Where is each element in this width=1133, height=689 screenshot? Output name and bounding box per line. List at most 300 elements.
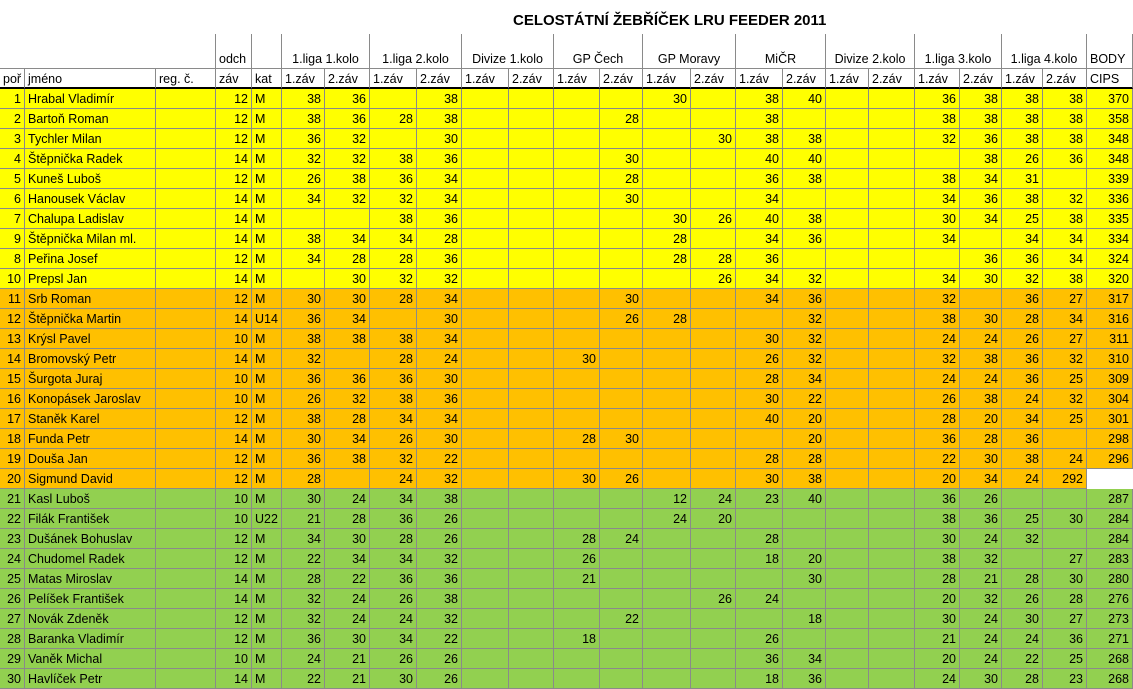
table-cell: M xyxy=(252,149,282,169)
table-cell: 24 xyxy=(282,649,325,669)
table-cell: M xyxy=(252,529,282,549)
header-col-12: 2.záv xyxy=(600,69,643,89)
points-cell: 334 xyxy=(1087,229,1133,249)
table-cell xyxy=(643,609,691,629)
table-cell: 10 xyxy=(216,369,252,389)
table-cell xyxy=(462,429,509,449)
table-cell: 28 xyxy=(370,289,417,309)
table-cell xyxy=(826,469,869,489)
points-cell: 287 xyxy=(1087,489,1133,509)
table-cell: 26 xyxy=(417,649,462,669)
table-cell xyxy=(156,469,216,489)
table-cell: 24 xyxy=(915,329,960,349)
table-cell xyxy=(462,129,509,149)
name-cell: Konopásek Jaroslav xyxy=(25,389,156,409)
table-cell: 27 xyxy=(1043,549,1087,569)
table-cell: 34 xyxy=(1043,249,1087,269)
table-cell xyxy=(462,389,509,409)
table-cell xyxy=(156,349,216,369)
table-cell: 32 xyxy=(370,189,417,209)
table-cell: 26 xyxy=(0,589,25,609)
table-cell: 32 xyxy=(960,549,1002,569)
table-cell: 32 xyxy=(1043,389,1087,409)
table-cell: 14 xyxy=(216,189,252,209)
table-cell xyxy=(960,289,1002,309)
table-cell: 30 xyxy=(600,429,643,449)
table-cell: 24 xyxy=(370,609,417,629)
table-cell xyxy=(643,189,691,209)
table-cell: M xyxy=(252,329,282,349)
table-cell: 36 xyxy=(960,189,1002,209)
table-cell xyxy=(554,269,600,289)
header-col-15: 1.záv xyxy=(736,69,783,89)
table-cell: 38 xyxy=(417,89,462,109)
table-cell xyxy=(643,269,691,289)
table-cell xyxy=(826,169,869,189)
table-cell xyxy=(554,229,600,249)
table-cell: 34 xyxy=(915,229,960,249)
table-cell xyxy=(826,89,869,109)
table-cell xyxy=(156,669,216,689)
table-cell xyxy=(1002,549,1043,569)
table-cell xyxy=(156,189,216,209)
table-cell xyxy=(509,309,554,329)
table-cell xyxy=(826,589,869,609)
table-cell: 38 xyxy=(325,329,370,349)
table-cell: 24 xyxy=(960,329,1002,349)
table-cell: 20 xyxy=(0,469,25,489)
table-cell xyxy=(156,509,216,529)
table-cell: 38 xyxy=(915,169,960,189)
table-cell: 38 xyxy=(370,329,417,349)
table-cell: 28 xyxy=(325,249,370,269)
table-cell: 38 xyxy=(1043,269,1087,289)
table-cell: 34 xyxy=(736,189,783,209)
table-cell xyxy=(462,149,509,169)
table-cell xyxy=(869,229,915,249)
name-cell: Baranka Vladimír xyxy=(25,629,156,649)
points-cell: 271 xyxy=(1087,629,1133,649)
table-cell: 9 xyxy=(0,229,25,249)
name-cell: Funda Petr xyxy=(25,429,156,449)
name-cell: Štěpnička Radek xyxy=(25,149,156,169)
table-cell: M xyxy=(252,429,282,449)
table-cell xyxy=(826,529,869,549)
table-cell: 40 xyxy=(783,489,826,509)
table-cell xyxy=(509,449,554,469)
table-cell xyxy=(1002,489,1043,509)
table-cell: 30 xyxy=(960,309,1002,329)
table-cell: 28 xyxy=(417,229,462,249)
table-cell: 26 xyxy=(282,169,325,189)
table-cell xyxy=(554,409,600,429)
points-cell: 336 xyxy=(1087,189,1133,209)
name-cell: Havlíček Petr xyxy=(25,669,156,689)
table-cell xyxy=(156,229,216,249)
header-group-10: 1.liga 4.kolo xyxy=(1002,34,1087,69)
table-cell xyxy=(600,229,643,249)
table-cell xyxy=(915,249,960,269)
table-cell: 34 xyxy=(282,189,325,209)
table-cell: 10 xyxy=(216,509,252,529)
table-cell: 34 xyxy=(1043,229,1087,249)
table-cell xyxy=(869,589,915,609)
table-cell: 32 xyxy=(1043,349,1087,369)
table-cell xyxy=(869,329,915,349)
points-cell: 348 xyxy=(1087,129,1133,149)
table-cell: M xyxy=(252,449,282,469)
table-cell xyxy=(600,509,643,529)
table-cell: 22 xyxy=(783,389,826,409)
table-cell xyxy=(156,629,216,649)
table-cell: U22 xyxy=(252,509,282,529)
table-cell xyxy=(643,549,691,569)
table-cell: 34 xyxy=(282,529,325,549)
table-cell: 18 xyxy=(736,669,783,689)
header-group-1 xyxy=(252,34,282,69)
table-cell: 25 xyxy=(1002,209,1043,229)
table-cell: 36 xyxy=(370,169,417,189)
table-cell xyxy=(826,309,869,329)
table-cell: 38 xyxy=(282,409,325,429)
table-cell: 22 xyxy=(600,609,643,629)
table-cell xyxy=(869,509,915,529)
name-cell: Bartoň Roman xyxy=(25,109,156,129)
table-cell: 24 xyxy=(960,369,1002,389)
name-cell: Novák Zdeněk xyxy=(25,609,156,629)
table-cell: 24 xyxy=(915,369,960,389)
table-cell: 30 xyxy=(783,569,826,589)
table-cell: 34 xyxy=(736,269,783,289)
table-cell xyxy=(509,229,554,249)
table-cell: 34 xyxy=(325,429,370,449)
table-cell xyxy=(554,209,600,229)
header-col-11: 1.záv xyxy=(554,69,600,89)
table-cell: 30 xyxy=(417,309,462,329)
table-cell: 38 xyxy=(417,589,462,609)
table-cell xyxy=(869,629,915,649)
table-cell xyxy=(691,469,736,489)
table-cell: 36 xyxy=(915,489,960,509)
table-cell: 23 xyxy=(736,489,783,509)
points-cell: 311 xyxy=(1087,329,1133,349)
table-cell: M xyxy=(252,369,282,389)
table-cell: 36 xyxy=(960,249,1002,269)
points-cell: 280 xyxy=(1087,569,1133,589)
table-cell xyxy=(691,529,736,549)
table-cell: 38 xyxy=(1043,129,1087,149)
table-cell: 14 xyxy=(216,229,252,249)
table-cell: 20 xyxy=(960,409,1002,429)
table-cell: 36 xyxy=(417,569,462,589)
header-col-20: 2.záv xyxy=(960,69,1002,89)
table-cell xyxy=(600,489,643,509)
table-cell: 23 xyxy=(1043,669,1087,689)
table-cell: 27 xyxy=(1043,329,1087,349)
table-cell xyxy=(826,109,869,129)
table-cell: 36 xyxy=(1002,369,1043,389)
table-cell: 36 xyxy=(960,129,1002,149)
table-cell: 28 xyxy=(736,449,783,469)
table-cell: 20 xyxy=(783,429,826,449)
table-cell: 26 xyxy=(417,669,462,689)
table-cell: 34 xyxy=(417,169,462,189)
table-cell xyxy=(691,89,736,109)
table-cell: 36 xyxy=(370,569,417,589)
table-cell: 32 xyxy=(1002,269,1043,289)
table-cell: 31 xyxy=(1002,169,1043,189)
table-cell: 26 xyxy=(1002,329,1043,349)
table-cell xyxy=(643,289,691,309)
table-cell: 24 xyxy=(0,549,25,569)
table-cell: 26 xyxy=(1002,589,1043,609)
table-cell xyxy=(600,589,643,609)
table-cell xyxy=(325,209,370,229)
table-cell xyxy=(370,89,417,109)
table-cell xyxy=(600,449,643,469)
table-cell: 10 xyxy=(216,389,252,409)
table-cell: 38 xyxy=(1002,189,1043,209)
table-cell xyxy=(462,449,509,469)
table-cell xyxy=(869,649,915,669)
table-cell: 12 xyxy=(216,89,252,109)
table-cell: 24 xyxy=(600,529,643,549)
table-cell: 32 xyxy=(915,289,960,309)
table-cell xyxy=(869,489,915,509)
table-cell: 10 xyxy=(216,329,252,349)
table-cell: 26 xyxy=(691,589,736,609)
table-cell xyxy=(826,609,869,629)
table-cell: 26 xyxy=(417,509,462,529)
table-cell xyxy=(554,669,600,689)
table-cell: 14 xyxy=(216,349,252,369)
table-cell xyxy=(869,549,915,569)
table-cell: 36 xyxy=(1002,289,1043,309)
table-cell: 28 xyxy=(370,529,417,549)
table-cell: 36 xyxy=(370,509,417,529)
table-cell xyxy=(462,229,509,249)
name-cell: Prepsl Jan xyxy=(25,269,156,289)
table-cell xyxy=(869,369,915,389)
table-cell: 26 xyxy=(691,269,736,289)
table-cell: M xyxy=(252,269,282,289)
table-cell xyxy=(826,329,869,349)
table-cell xyxy=(1043,489,1087,509)
points-cell: 310 xyxy=(1087,349,1133,369)
table-cell: 34 xyxy=(417,289,462,309)
header-col-8: 2.záv xyxy=(417,69,462,89)
table-cell: 28 xyxy=(643,229,691,249)
table-cell: 28 xyxy=(643,249,691,269)
table-cell: 34 xyxy=(1002,409,1043,429)
table-cell xyxy=(462,269,509,289)
points-cell: 335 xyxy=(1087,209,1133,229)
table-cell: 36 xyxy=(282,629,325,649)
table-cell: 36 xyxy=(370,369,417,389)
table-cell xyxy=(691,369,736,389)
table-cell xyxy=(600,249,643,269)
name-cell: Tychler Milan xyxy=(25,129,156,149)
name-cell: Kuneš Luboš xyxy=(25,169,156,189)
table-cell: 34 xyxy=(736,289,783,309)
table-cell xyxy=(869,129,915,149)
table-cell xyxy=(643,109,691,129)
table-cell: 38 xyxy=(417,109,462,129)
table-cell: 34 xyxy=(417,409,462,429)
table-cell: 18 xyxy=(736,549,783,569)
table-cell: 38 xyxy=(282,329,325,349)
table-cell xyxy=(826,669,869,689)
table-cell xyxy=(462,189,509,209)
table-cell: 24 xyxy=(325,609,370,629)
table-cell: 36 xyxy=(783,669,826,689)
table-cell xyxy=(462,329,509,349)
table-cell xyxy=(783,189,826,209)
table-cell xyxy=(554,369,600,389)
table-cell: 14 xyxy=(216,429,252,449)
table-cell xyxy=(509,269,554,289)
table-cell xyxy=(736,569,783,589)
table-cell xyxy=(783,529,826,549)
table-cell: 34 xyxy=(915,269,960,289)
table-cell: 40 xyxy=(736,409,783,429)
table-cell: 25 xyxy=(0,569,25,589)
table-cell: 21 xyxy=(554,569,600,589)
table-cell: 34 xyxy=(960,469,1002,489)
points-cell: 284 xyxy=(1087,529,1133,549)
table-cell xyxy=(156,129,216,149)
table-cell xyxy=(869,249,915,269)
table-cell xyxy=(509,109,554,129)
table-cell: 36 xyxy=(282,369,325,389)
table-cell xyxy=(1043,529,1087,549)
table-cell: 28 xyxy=(325,409,370,429)
table-cell xyxy=(156,249,216,269)
header-group-7: MiČR xyxy=(736,34,826,69)
table-cell xyxy=(462,549,509,569)
table-cell: 36 xyxy=(325,369,370,389)
table-cell: 36 xyxy=(1043,149,1087,169)
points-cell: 296 xyxy=(1087,449,1133,469)
table-cell: 34 xyxy=(960,169,1002,189)
table-cell: M xyxy=(252,89,282,109)
table-cell: 24 xyxy=(736,589,783,609)
table-cell: 38 xyxy=(915,509,960,529)
table-cell: 28 xyxy=(600,109,643,129)
header-col-22: 2.záv xyxy=(1043,69,1087,89)
table-cell: 32 xyxy=(325,389,370,409)
table-cell xyxy=(643,169,691,189)
table-cell: 34 xyxy=(370,409,417,429)
table-cell: 28 xyxy=(554,429,600,449)
table-cell xyxy=(509,89,554,109)
name-cell: Filák František xyxy=(25,509,156,529)
table-cell xyxy=(826,129,869,149)
table-cell: M xyxy=(252,469,282,489)
table-cell xyxy=(509,209,554,229)
header-col-21: 1.záv xyxy=(1002,69,1043,89)
table-cell xyxy=(643,409,691,429)
table-cell: 30 xyxy=(417,429,462,449)
table-cell: 32 xyxy=(370,269,417,289)
table-cell xyxy=(691,149,736,169)
table-cell xyxy=(156,549,216,569)
table-cell: M xyxy=(252,209,282,229)
table-cell: M xyxy=(252,189,282,209)
table-cell xyxy=(643,389,691,409)
table-cell xyxy=(156,269,216,289)
table-cell xyxy=(509,409,554,429)
table-cell: 30 xyxy=(1002,609,1043,629)
table-cell xyxy=(691,629,736,649)
name-cell: Dušánek Bohuslav xyxy=(25,529,156,549)
table-cell: 13 xyxy=(0,329,25,349)
table-cell xyxy=(826,369,869,389)
table-cell: 34 xyxy=(915,189,960,209)
table-cell: 38 xyxy=(1043,89,1087,109)
table-cell: 38 xyxy=(960,389,1002,409)
table-cell: 24 xyxy=(1002,469,1043,489)
table-cell xyxy=(691,609,736,629)
table-cell xyxy=(826,549,869,569)
table-cell: 22 xyxy=(1002,649,1043,669)
table-cell xyxy=(869,289,915,309)
table-cell xyxy=(691,429,736,449)
table-cell: 21 xyxy=(282,509,325,529)
table-cell xyxy=(826,389,869,409)
table-cell xyxy=(156,589,216,609)
table-cell: 34 xyxy=(370,629,417,649)
table-cell xyxy=(826,149,869,169)
table-cell: 28 xyxy=(370,349,417,369)
table-cell xyxy=(643,329,691,349)
header-col-7: 1.záv xyxy=(370,69,417,89)
table-cell xyxy=(509,349,554,369)
table-cell xyxy=(509,469,554,489)
table-cell: 38 xyxy=(915,309,960,329)
name-cell: Sigmund David xyxy=(25,469,156,489)
table-cell xyxy=(691,309,736,329)
table-cell xyxy=(691,329,736,349)
table-cell: 10 xyxy=(216,489,252,509)
table-cell: 38 xyxy=(736,89,783,109)
table-cell: 20 xyxy=(691,509,736,529)
table-cell xyxy=(643,529,691,549)
table-cell: M xyxy=(252,169,282,189)
header-col-14: 2.záv xyxy=(691,69,736,89)
table-cell: 22 xyxy=(417,629,462,649)
table-cell xyxy=(826,449,869,469)
table-cell xyxy=(826,429,869,449)
table-cell xyxy=(462,469,509,489)
table-cell: 24 xyxy=(1002,629,1043,649)
table-cell: 30 xyxy=(0,669,25,689)
table-cell xyxy=(156,309,216,329)
points-cell: 273 xyxy=(1087,609,1133,629)
table-cell: 28 xyxy=(1002,669,1043,689)
table-cell: 36 xyxy=(783,229,826,249)
table-cell: M xyxy=(252,489,282,509)
points-cell: 309 xyxy=(1087,369,1133,389)
table-cell xyxy=(826,249,869,269)
table-cell: 36 xyxy=(1043,629,1087,649)
table-cell xyxy=(462,569,509,589)
table-cell: 36 xyxy=(1002,429,1043,449)
table-cell xyxy=(462,609,509,629)
table-cell xyxy=(554,289,600,309)
table-cell: 32 xyxy=(417,549,462,569)
table-cell: 30 xyxy=(736,469,783,489)
